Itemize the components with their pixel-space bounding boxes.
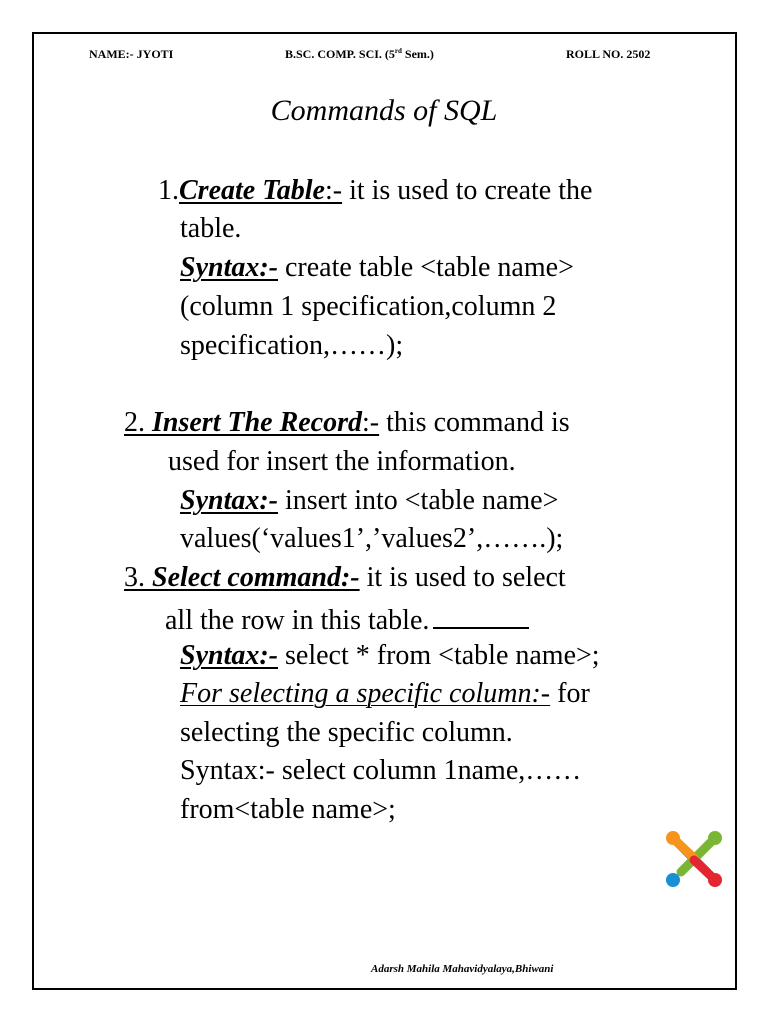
item-1-syntax-cont: (column 1 specification,column 2 xyxy=(180,291,557,322)
item-2-heading: Insert The Record xyxy=(152,407,362,438)
item-3-syntax: Syntax:- select * from <table name>; xyxy=(180,640,600,671)
header-course: B.SC. COMP. SCI. (5rd Sem.) xyxy=(285,47,434,61)
header-name: NAME:- JYOTI xyxy=(89,47,174,61)
syntax-label: Syntax:- xyxy=(180,640,278,671)
item-3-heading: Select command:- xyxy=(152,562,360,593)
item-2-syntax-cont: values(‘values1’,’values2’,…….); xyxy=(180,523,564,554)
header-roll: ROLL NO. 2502 xyxy=(566,47,651,61)
item-3-heading-line: 3. Select command:- it is used to select xyxy=(124,562,566,593)
item-3-desc: all the row in this table. xyxy=(165,603,529,635)
item-1-heading-line: 1.Create Table:- it is used to create the xyxy=(158,175,593,206)
footer-institution: Adarsh Mahila Mahavidyalaya,Bhiwani xyxy=(371,963,554,975)
item-1-heading: Create Table xyxy=(179,175,325,206)
item-1-syntax-cont: specification,……); xyxy=(180,330,404,361)
blank-underline xyxy=(433,603,529,629)
page-title: Commands of SQL xyxy=(270,94,498,127)
item-3-specific-desc: selecting the specific column. xyxy=(180,717,513,748)
joomla-logo-icon xyxy=(663,828,725,890)
specific-column-label: For selecting a specific column:- xyxy=(180,678,551,709)
item-1-syntax: Syntax:- create table <table name> xyxy=(180,252,574,283)
item-1-desc: table. xyxy=(180,213,242,244)
item-3-specific: For selecting a specific column:- for xyxy=(180,678,590,709)
syntax-label: Syntax:- xyxy=(180,252,278,283)
item-3-specific-syntax-cont: from<table name>; xyxy=(180,794,396,825)
item-2-desc: used for insert the information. xyxy=(168,446,516,477)
item-3-specific-syntax: Syntax:- select column 1name,…… xyxy=(180,755,582,786)
syntax-label: Syntax:- xyxy=(180,485,278,516)
item-2-heading-line: 2. Insert The Record:- this command is xyxy=(124,407,570,438)
item-2-syntax: Syntax:- insert into <table name> xyxy=(180,485,559,516)
